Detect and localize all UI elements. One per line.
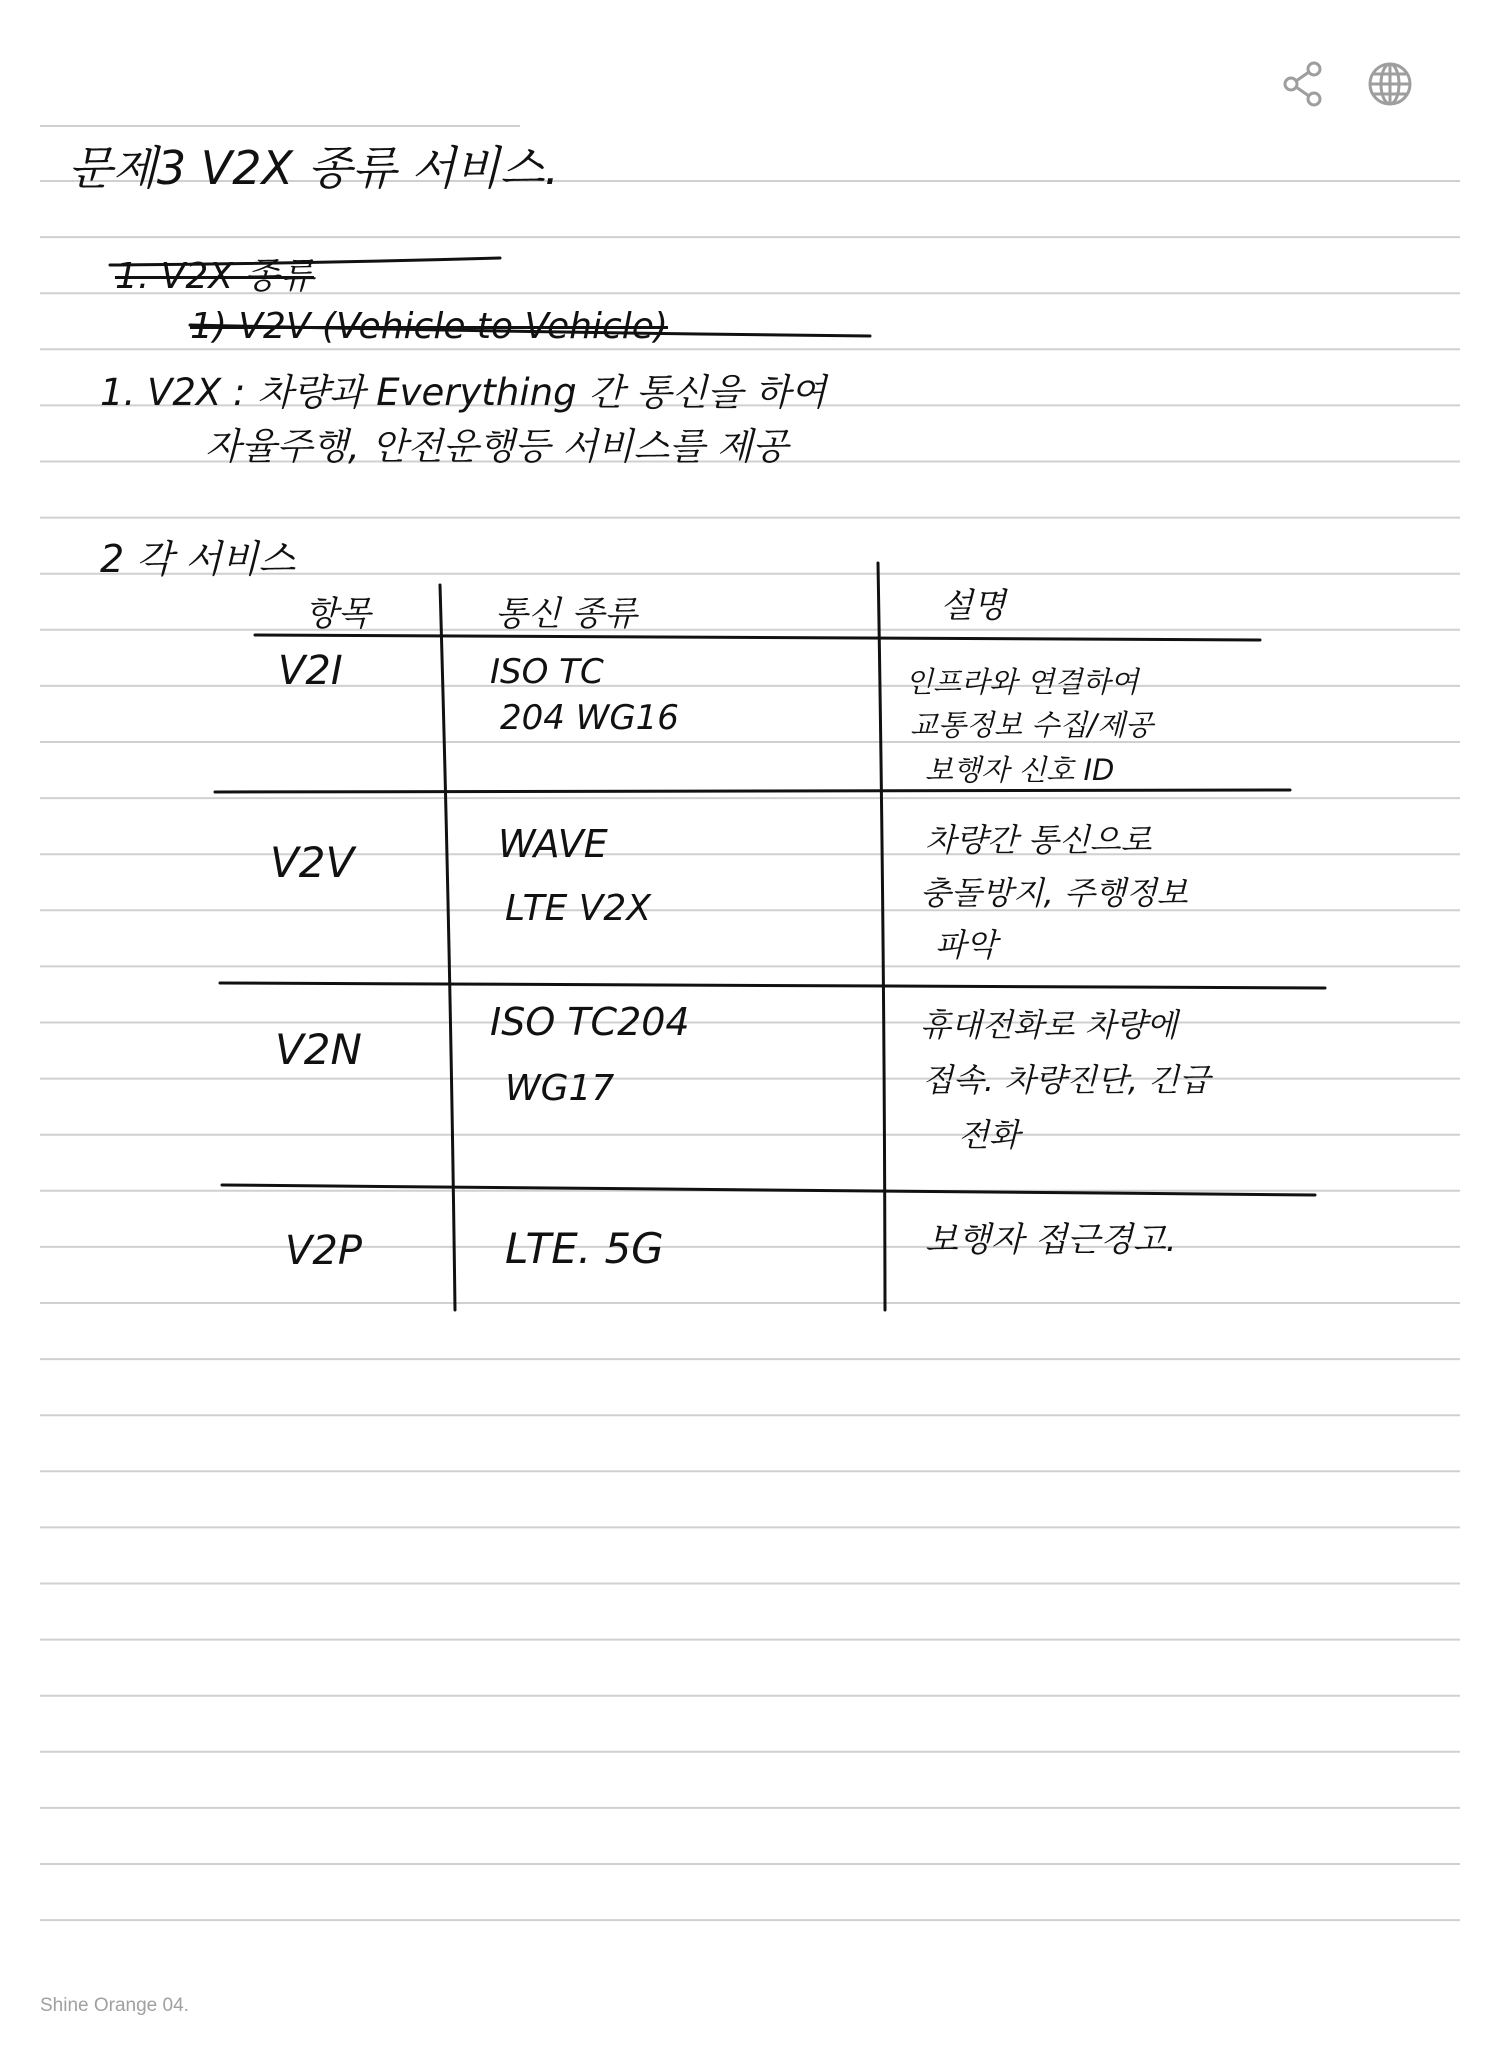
template-name-footer: Shine Orange 04. <box>40 1995 189 2016</box>
table-row-comm: ISO TC <box>490 652 604 692</box>
struck-heading: 1. V2X 종류 <box>115 256 314 297</box>
table-ink-stroke <box>220 983 1325 988</box>
struck-subheading: 1) V2V (Vehicle to Vehicle) <box>190 306 668 347</box>
globe-icon[interactable] <box>1364 58 1416 110</box>
table-row-desc: 접속. 차량진단, 긴급 <box>922 1061 1210 1099</box>
table-ink-stroke <box>215 790 1290 792</box>
note-title: 문제3 V2X 종류 서비스. <box>68 141 560 195</box>
table-row-comm: LTE. 5G <box>505 1224 664 1273</box>
table-row-desc: 휴대전화로 차량에 <box>920 1006 1178 1044</box>
table-row-comm: WAVE <box>498 822 608 866</box>
table-row-desc: 교통정보 수집/제공 <box>910 708 1154 742</box>
table-row-desc: 보행자 신호 ID <box>925 753 1115 787</box>
table-header-comm: 통신 종류 <box>495 594 638 634</box>
table-row-comm: WG17 <box>505 1068 615 1109</box>
table-row-comm: 204 WG16 <box>500 698 679 738</box>
table-header-item: 항목 <box>305 594 371 634</box>
section-heading: 2 각 서비스 <box>100 537 296 581</box>
table-ink-stroke <box>440 585 455 1310</box>
table-ink-stroke <box>878 563 885 1310</box>
share-icon[interactable] <box>1278 58 1330 110</box>
table-row-desc: 전화 <box>958 1116 1020 1154</box>
table-row-item: V2V <box>270 838 355 887</box>
table-row-desc: 충돌방지, 주행정보 <box>920 874 1188 912</box>
definition-line-1: 1. V2X : 차량과 Everything 간 통신을 하여 <box>100 371 827 414</box>
table-row-desc: 보행자 접근경고. <box>925 1220 1177 1260</box>
table-row-desc: 인프라와 연결하여 <box>905 665 1139 699</box>
table-ink-stroke <box>255 635 1260 640</box>
definition-line-2: 자율주행, 안전운행등 서비스를 제공 <box>205 425 789 468</box>
table-row-comm: LTE V2X <box>505 888 651 929</box>
table-row-desc: 파악 <box>935 926 997 964</box>
table-row-item: V2I <box>278 648 343 694</box>
table-row-item: V2N <box>275 1025 362 1074</box>
table-row-item: V2P <box>285 1228 362 1274</box>
table-row-comm: ISO TC204 <box>490 1000 690 1044</box>
table-row-desc: 차량간 통신으로 <box>925 821 1152 859</box>
table-header-desc: 설명 <box>940 586 1006 626</box>
